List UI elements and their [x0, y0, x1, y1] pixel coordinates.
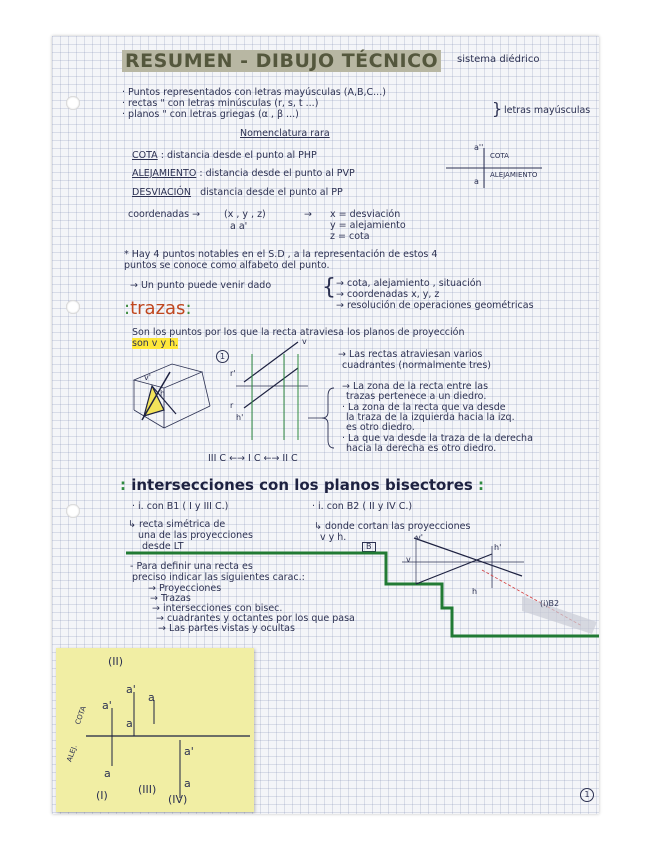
- trazas-definition: Son los puntos por los que la recta atraviesa los planos de proyección: [132, 327, 465, 338]
- diagram-label: h': [236, 413, 244, 422]
- notation-line: · rectas " con letras minúsculas (r, s, t ...): [122, 98, 319, 109]
- zone-note: la traza de la izquierda hacia la izq.: [346, 412, 515, 423]
- diagram-label: r': [230, 369, 236, 378]
- b1-note: desde LT: [142, 541, 184, 552]
- cota-label: COTA: [73, 705, 88, 726]
- mini-a-top: a'': [474, 143, 484, 152]
- notation-line: · Puntos representados con letras mayúsculas (A,B,C...): [122, 87, 386, 98]
- define-item: → Trazas: [150, 593, 191, 604]
- trazas-highlight: son v y h.: [132, 338, 179, 349]
- diagram-label: h': [494, 543, 502, 552]
- note-line: puntos se conoce como alfabeto del punto.: [124, 260, 330, 271]
- sticky-note: [56, 648, 254, 812]
- diagram-label: h: [160, 389, 166, 398]
- diagram-label: v': [416, 533, 423, 542]
- point-label: a: [148, 691, 155, 704]
- diagram-label: v: [406, 555, 411, 564]
- quadrant-label: (I): [96, 789, 108, 802]
- point-way-item: → coordenadas x, y, z: [336, 289, 440, 300]
- zone-note: · La que va desde la traza de la derecha: [342, 433, 533, 444]
- page-subtitle: sistema diédrico: [457, 54, 540, 65]
- b1-heading: · i. con B1 ( I y III C.): [132, 501, 229, 512]
- b1-note: ↳ recta simétrica de: [128, 519, 226, 530]
- section-title-intersecciones: : intersecciones con los planos bisectores :: [120, 476, 485, 494]
- point-label: a': [126, 683, 136, 696]
- define-item: → intersecciones con bisec.: [152, 603, 283, 614]
- point-way-item: → cota, alejamiento , situación: [336, 278, 482, 289]
- trazas-note: → Las rectas atraviesan varios: [338, 349, 483, 360]
- define-intro: - Para definir una recta es: [130, 561, 253, 572]
- zone-note: es otro diedro.: [346, 422, 415, 433]
- note-line: * Hay 4 puntos notables en el S.D , a la representación de estos 4: [124, 249, 438, 260]
- define-intro: preciso indicar las siguientes carac.:: [132, 572, 305, 583]
- zone-note: → La zona de la recta entre las: [342, 381, 489, 392]
- page-number: 1: [580, 788, 594, 802]
- coords-label: coordenadas →: [128, 209, 201, 220]
- zone-note: hacia la derecha es otro diedro.: [346, 443, 497, 454]
- diagram-label: (i)B2: [540, 599, 560, 608]
- point-label: a': [184, 745, 194, 758]
- definition-term: DESVIACIÓN: [132, 187, 191, 198]
- point-label: a: [184, 777, 191, 790]
- coords-item: z = cota: [330, 231, 370, 242]
- zone-note: trazas pertenece a un diedro.: [346, 391, 487, 402]
- define-item: → cuadrantes y octantes por los que pasa: [156, 613, 355, 624]
- diagram-label: v': [144, 373, 151, 382]
- point-way-item: → resolución de operaciones geométricas: [336, 300, 534, 311]
- coords-tuple: (x , y , z): [224, 209, 266, 220]
- quadrant-label: (II): [108, 655, 124, 668]
- b1-note: una de las proyecciones: [138, 530, 253, 541]
- coords-arrow: →: [304, 209, 312, 220]
- trazas-note: cuadrantes (normalmente tres): [342, 360, 492, 371]
- circle-number: 1: [216, 350, 229, 363]
- definition-text: : distancia desde el punto al PHP: [160, 150, 317, 161]
- point-label: a: [104, 767, 111, 780]
- mini-alejamiento-label: ALEJAMIENTO: [490, 171, 538, 179]
- mini-a-bottom: a: [474, 177, 479, 186]
- definition-text: : distancia desde el punto al PVP: [199, 168, 355, 179]
- define-item: → Proyecciones: [148, 583, 222, 594]
- brace-icon: {: [322, 275, 336, 300]
- b2-box: B: [362, 542, 376, 552]
- coords-item: y = alejamiento: [330, 220, 406, 231]
- brace-icon: }: [492, 99, 503, 118]
- quadrant-label: (IV): [168, 793, 188, 806]
- mini-cota-label: COTA: [490, 152, 509, 160]
- point-label: a': [102, 699, 112, 712]
- diagram-label: h: [472, 587, 478, 596]
- b2-note: v y h.: [320, 532, 347, 543]
- diagram-label: v: [302, 337, 307, 346]
- definition-text: distancia desde el punto al PP: [200, 187, 343, 198]
- section-heading: Nomenclatura rara: [240, 128, 330, 139]
- notation-line: · planos " con letras griegas (α , β ...): [122, 109, 299, 120]
- definition-term: COTA: [132, 150, 158, 161]
- definition-term: ALEJAMIENTO: [132, 168, 197, 179]
- page-title: RESUMEN - DIBUJO TÉCNICO: [122, 50, 441, 72]
- point-label: a: [126, 717, 133, 730]
- coords-item: x = desviación: [330, 209, 401, 220]
- alejamiento-label: ALEJ.: [65, 743, 79, 763]
- section-title-trazas: :trazas:: [124, 298, 192, 319]
- b2-note: ↳ donde cortan las proyecciones: [314, 521, 471, 532]
- quadrant-sequence: III C ←→ I C ←→ II C: [208, 453, 298, 464]
- point-ways-intro: → Un punto puede venir dado: [130, 280, 272, 291]
- b2-heading: · i. con B2 ( II y IV C.): [312, 501, 413, 512]
- notebook-page: [52, 36, 599, 814]
- diagram-label: r: [230, 401, 234, 410]
- quadrant-label: (III): [138, 783, 157, 796]
- bracket-note: letras mayúsculas: [504, 105, 591, 116]
- zone-note: · La zona de la recta que va desde: [342, 402, 506, 413]
- define-item: → Las partes vistas y ocultas: [158, 623, 295, 634]
- coords-sub: a a': [230, 221, 248, 232]
